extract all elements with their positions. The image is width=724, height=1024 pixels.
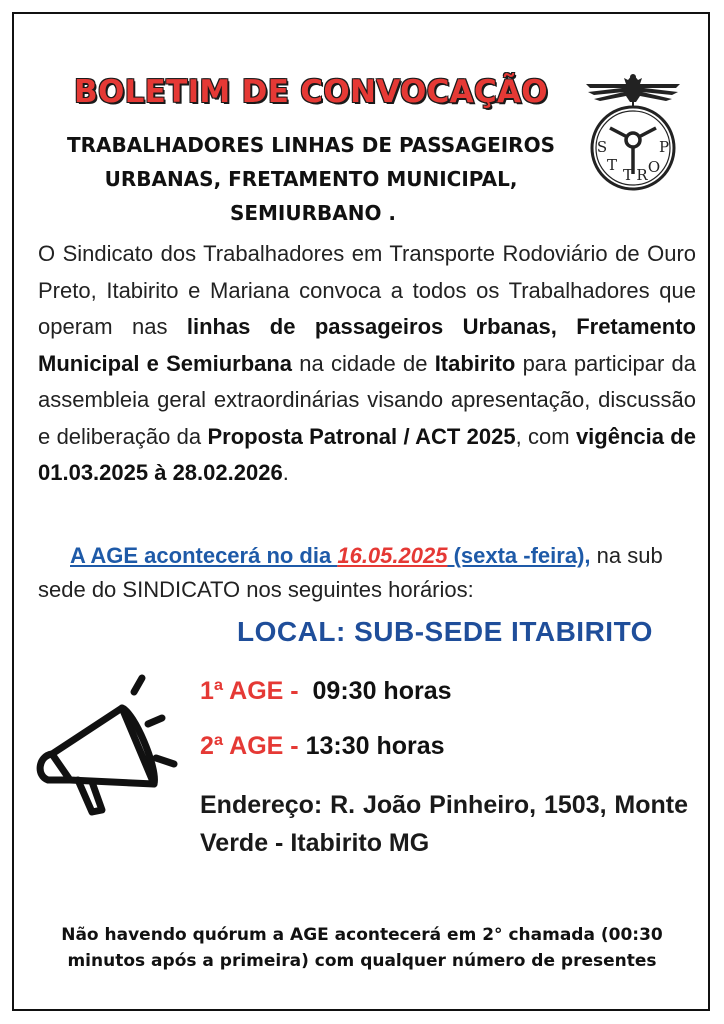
logo-letter: T [606, 156, 618, 174]
logo-letter: T [622, 166, 634, 184]
eagle-icon [586, 74, 680, 102]
logo-letter: R [636, 166, 648, 184]
union-logo [578, 68, 688, 192]
subtitle-line: URBANAS, FRETAMENTO MUNICIPAL, [104, 167, 518, 191]
logo-letter: O [647, 158, 661, 176]
logo-letter: P [658, 138, 670, 156]
bulletin-title: BOLETIM DE CONVOCAÇÃO [74, 74, 548, 110]
meeting-address: Endereço: R. João Pinheiro, 1503, Monte Verde - Itabirito MG [200, 791, 688, 857]
convocation-body: O Sindicato dos Trabalhadores em Transporte Rodoviário de Ouro Preto, Itabirito e Mariana convoca a todos os Trabalhadores que operam nas linhas de passageiros Urbanas, Fretamento Municipal e Semiurbana na cidade de Itabirito para participar da assembleia geral extraordinárias visando apresentação, discussão e deliberação da Proposta Patronal / ACT 2025, com vigência de 01.03.2025 à 28.02.2026. [38, 241, 696, 485]
quorum-note: Não havendo quórum a AGE acontecerá em 2° chamada (00:30 minutos após a primeira) com qualquer número de presentes [61, 925, 663, 971]
logo-letter: S [596, 138, 608, 156]
subtitle-line: TRABALHADORES LINHAS DE PASSAGEIROS [67, 133, 555, 157]
bulletin-subtitle [40, 128, 582, 230]
session-second: 2ª AGE - 13:30 horas [200, 732, 445, 760]
age-announcement: A AGE acontecerá no dia 16.05.2025 (sexta -feira), na sub sede do SINDICATO nos seguintes horários: [38, 543, 663, 602]
meeting-location: LOCAL: SUB-SEDE ITABIRITO [237, 616, 653, 647]
subtitle-line: SEMIURBANO . [229, 201, 397, 225]
megaphone-icon [30, 672, 190, 822]
session-first: 1ª AGE - 09:30 horas [200, 677, 452, 705]
